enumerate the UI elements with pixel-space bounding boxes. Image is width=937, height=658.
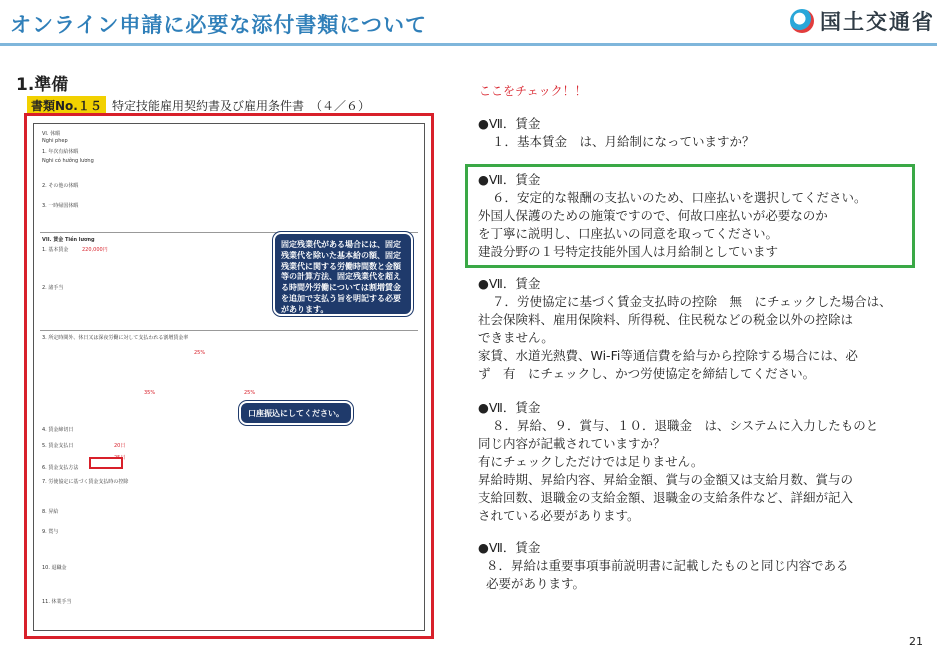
doc-line: 3. 一時帰国休暇 (42, 203, 79, 209)
header-rule (0, 43, 937, 46)
checklist-item: ●Ⅶ．賃金 ８．昇給は重要事項事前説明書に記載したものと同じ内容である 必要があります。 (478, 540, 849, 591)
divider (40, 330, 418, 331)
doc-line: VI. 休暇 (42, 131, 61, 137)
doc-line: 6. 賃金支払方法 (42, 465, 79, 471)
red-value: 20日 (114, 443, 126, 449)
page-title: オンライン申請に必要な添付書類について (10, 13, 427, 37)
red-value: 220,000円 (82, 247, 108, 253)
red-value: 25日 (114, 455, 126, 461)
document-form (33, 123, 425, 631)
red-value: 25% (244, 390, 256, 396)
checklist-item: ●Ⅶ．賃金 ６．安定的な報酬の支払いのため、口座払いを選択してください。 外国人保護のための施策ですので、何故口座払いが必要なのか を丁寧に説明し、口座払いの同意を取ってください。 建設分野の１号特定技能外国人は月給制としています (478, 172, 867, 259)
page-number: 21 (909, 635, 923, 648)
doc-line: Nghi có hưởng lương (42, 158, 94, 164)
doc-line: VII. 賃金 Tiền lương (42, 237, 95, 243)
bank-transfer-callout: 口座振込にしてください。 (239, 401, 353, 425)
bank-transfer-highlight (89, 457, 123, 469)
doc-line: 9. 賞与 (42, 529, 59, 535)
doc-line: 1. 年次有給休暇 (42, 149, 79, 155)
ministry-logo (790, 6, 935, 36)
checklist-item: ●Ⅶ．賃金 ８．昇給、９．賞与、１０．退職金 は、システムに入力したものと 同じ内容が記載されていますか？ 有にチェックしただけでは足りません。 昇給時期、昇給内容、昇給金額、賞与の金額又は支給月数、賞与の 支給回数、退職金の支給金額、退職金の支給条件など、詳細が記入 されている必要があります。 (478, 400, 879, 523)
doc-line: 7. 労使協定に基づく賃金支払時の控除 (42, 479, 129, 485)
doc-line: 2. 諸手当 (42, 285, 64, 291)
document-number: 書類No.１５ (27, 96, 106, 115)
ministry-emblem-icon (790, 9, 814, 33)
doc-line: 4. 賃金締切日 (42, 427, 74, 433)
fixed-overtime-callout: 固定残業代がある場合には、固定残業代を除いた基本給の額、固定残業代に関する労働時間数と金額等の計算方法、固定残業代を超える時間外労働については割増賃金を追加で支払う旨を明記する必要があります。 (273, 232, 413, 316)
doc-line: 3. 所定時間外、休日又は深夜労働に対して支払われる割増賃金率 (42, 335, 189, 341)
red-value: 35% (144, 390, 156, 396)
doc-line: 1. 基本賃金 (42, 247, 69, 253)
check-here-label: ここをチェック！！ (479, 84, 587, 98)
doc-line: 10. 退職金 (42, 565, 67, 571)
doc-line: Nghi phep (42, 138, 68, 144)
section-heading: 1.準備 (16, 75, 69, 95)
doc-line: 11. 休業手当 (42, 599, 72, 605)
doc-line: 2. その他の休暇 (42, 183, 79, 189)
doc-line: 5. 賃金支払日 (42, 443, 74, 449)
checklist-item: ●Ⅶ．賃金 １．基本賃金 は、月給制になっていますか？ (478, 116, 755, 149)
checklist-item: ●Ⅶ．賃金 ７．労使協定に基づく賃金支払時の控除 無 にチェックした場合は、 社会保険料、雇用保険料、所得税、住民税などの税金以外の控除は できません。 家賃、水道光熱費、Wi-Fi等通信費を給与から控除する場合には、必 ず 有 にチェックし、かつ労使協定を締結してください。 (478, 276, 892, 381)
document-name: 特定技能雇用契約書及び雇用条件書 （４／６） (112, 99, 371, 113)
document-preview (24, 113, 434, 639)
red-value: 25% (194, 350, 206, 356)
ministry-name: 国土交通省 (820, 10, 935, 34)
doc-line: 8. 昇給 (42, 509, 59, 515)
